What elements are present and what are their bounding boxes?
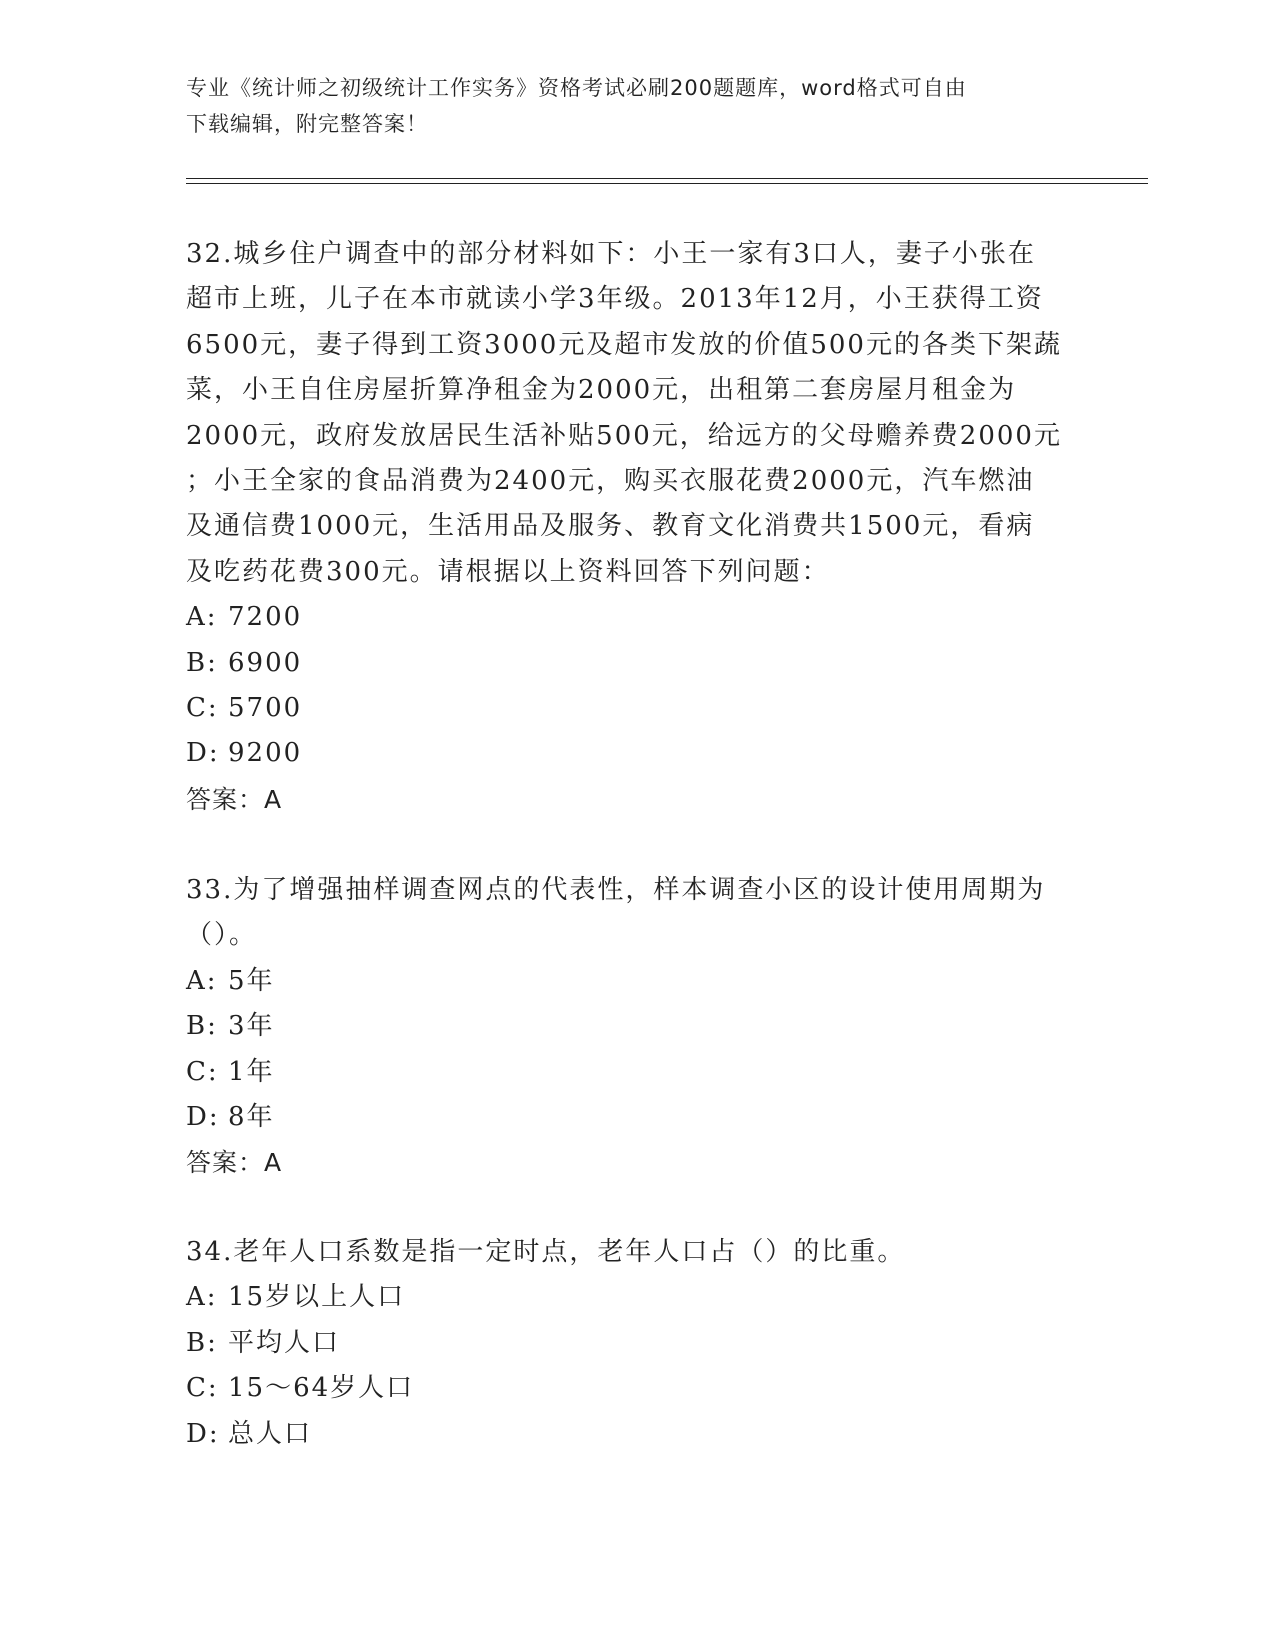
option-d: [186, 1095, 1086, 1140]
question-34: [186, 1230, 1086, 1457]
option-text: 6900: [228, 647, 303, 678]
option-key: A:: [186, 965, 218, 996]
option-key: D:: [186, 1101, 220, 1132]
option-b: [186, 1004, 1086, 1049]
stem-line: 菜，小王自住房屋折算净租金为2000元，出租第二套房屋月租金为: [186, 375, 1017, 406]
option-a: [186, 1275, 1086, 1320]
header-rule-bottom: [186, 183, 1148, 184]
stem-line: 32.城乡住户调查中的部分材料如下：小王一家有3口人，妻子小张在: [186, 239, 1036, 269]
option-text: 3年: [228, 1011, 275, 1042]
option-key: C:: [186, 1056, 219, 1087]
answer-line: 答案：A: [186, 1148, 283, 1178]
question-stem: [186, 868, 1086, 959]
option-d: [186, 731, 1086, 776]
option-key: B:: [186, 647, 218, 678]
option-c: [186, 686, 1086, 731]
option-b: [186, 641, 1086, 686]
option-text: 8年: [228, 1101, 275, 1132]
option-text: 5700: [228, 693, 303, 724]
option-text: 5年: [228, 965, 275, 996]
option-text: 平均人口: [228, 1327, 341, 1358]
stem-line: 及通信费1000元，生活用品及服务、教育文化消费共1500元，看病: [186, 511, 1035, 542]
header-line-2: 下载编辑，附完整答案！: [186, 112, 428, 136]
option-text: 9200: [228, 738, 303, 769]
option-text: 总人口: [228, 1418, 313, 1449]
option-text: 7200: [228, 602, 303, 633]
option-key: C:: [186, 1373, 219, 1404]
option-a: [186, 959, 1086, 1004]
answer-line: 答案：A: [186, 784, 283, 814]
stem-line: 34.老年人口系数是指一定时点，老年人口占（）的比重。: [186, 1237, 906, 1267]
stem-line: 6500元，妻子得到工资3000元及超市发放的价值500元的各类下架蔬: [186, 329, 1062, 360]
option-text: 1年: [228, 1056, 275, 1087]
header-rule-top: [186, 178, 1148, 179]
option-text: 15～64岁人口: [228, 1373, 415, 1404]
question-stem: [186, 232, 1086, 595]
option-b: [186, 1321, 1086, 1366]
option-key: D:: [186, 1418, 220, 1449]
stem-line: 超市上班，儿子在本市就读小学3年级。2013年12月，小王获得工资: [186, 284, 1044, 315]
option-key: B:: [186, 1011, 218, 1042]
option-key: A:: [186, 602, 218, 633]
option-key: D:: [186, 738, 220, 769]
question-stem: [186, 1230, 1086, 1275]
stem-line: 及吃药花费300元。请根据以上资料回答下列问题：: [186, 556, 830, 587]
header-line-1: 专业《统计师之初级统计工作实务》资格考试必刷200题题库，word格式可自由: [186, 76, 967, 100]
option-c: [186, 1050, 1086, 1095]
option-key: A:: [186, 1282, 218, 1313]
option-c: [186, 1366, 1086, 1411]
stem-line: ；小王全家的食品消费为2400元，购买衣服花费2000元，汽车燃油: [186, 466, 1035, 497]
document-header: [186, 70, 1086, 142]
option-key: C:: [186, 693, 219, 724]
stem-line: 33.为了增强抽样调查网点的代表性，样本调查小区的设计使用周期为: [186, 875, 1046, 905]
stem-line: 2000元，政府发放居民生活补贴500元，给远方的父母赡养费2000元: [186, 420, 1062, 451]
question-32: [186, 232, 1086, 822]
option-text: 15岁以上人口: [228, 1282, 406, 1313]
option-key: B:: [186, 1327, 218, 1358]
question-33: [186, 868, 1086, 1186]
option-d: [186, 1412, 1086, 1457]
option-a: [186, 595, 1086, 640]
stem-line: （）。: [186, 920, 258, 951]
